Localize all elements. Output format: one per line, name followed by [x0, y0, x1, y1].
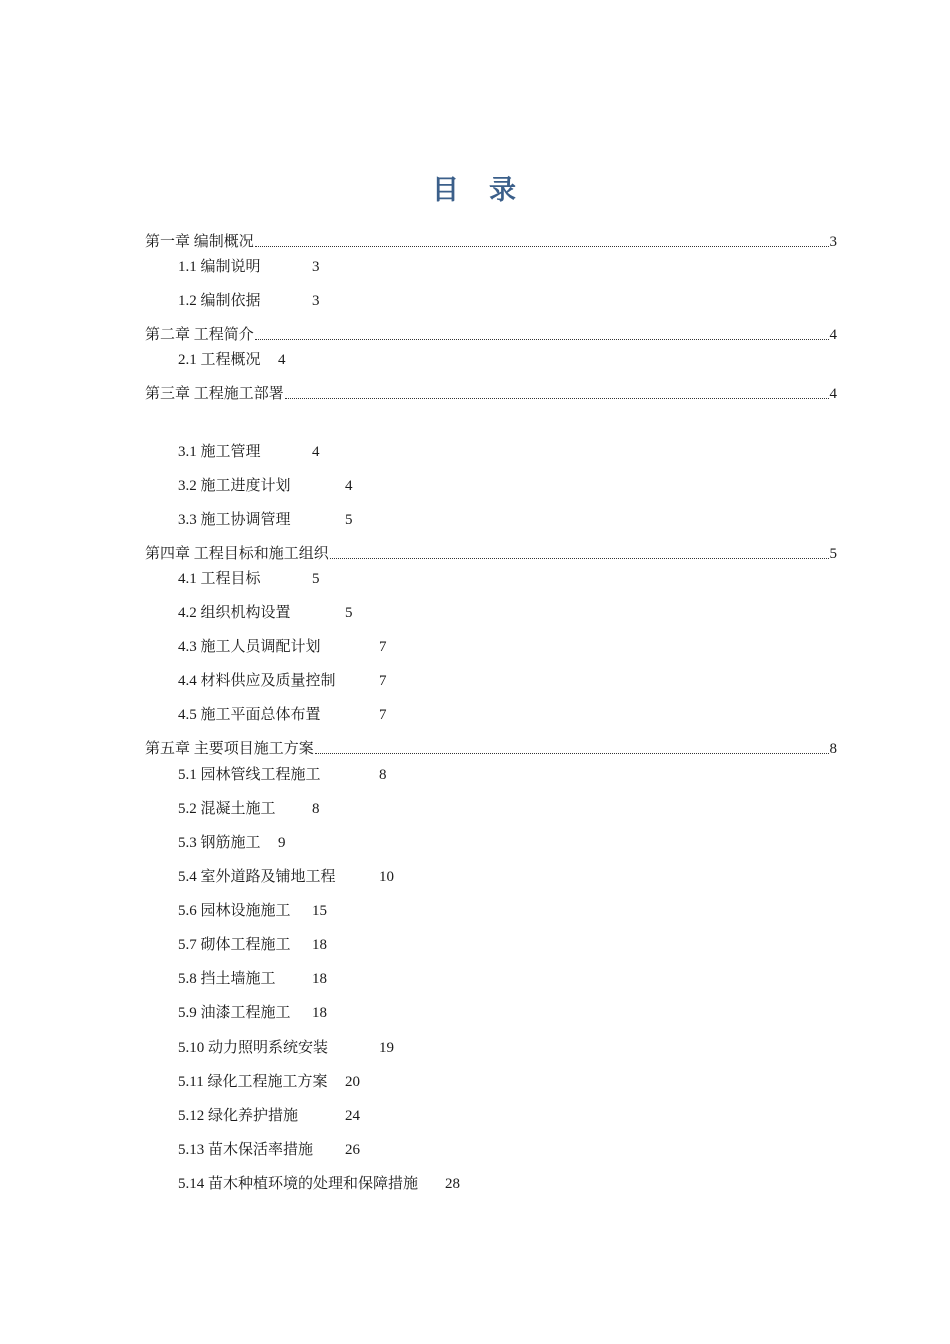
toc-title-part2: 录: [489, 175, 518, 206]
toc-entry-page-number: 5: [829, 546, 837, 562]
toc-section-entry[interactable]: [178, 867, 394, 887]
toc-entry-label: 第一章 编制概况: [145, 234, 254, 250]
toc-entry-label: 5.9 油漆工程施工: [178, 1005, 291, 1021]
toc-entry-page-number: 5: [345, 512, 353, 528]
toc-entry-label: 1.1 编制说明: [178, 259, 261, 275]
toc-entry-page-number: 18: [312, 1005, 327, 1021]
toc-entry-page-number: 8: [379, 767, 387, 783]
toc-section-entry[interactable]: [178, 705, 387, 725]
toc-entry-page-number: 28: [445, 1176, 460, 1192]
toc-entry-label: 5.10 动力照明系统安装: [178, 1040, 329, 1056]
toc-entry-page-number: 7: [379, 673, 387, 689]
toc-entry-label: 1.2 编制依据: [178, 293, 261, 309]
toc-section-entry[interactable]: [178, 901, 327, 921]
toc-section-entry[interactable]: [178, 1003, 327, 1023]
toc-entry-label: 5.11 绿化工程施工方案: [178, 1074, 328, 1090]
toc-entry-page-number: 7: [379, 707, 387, 723]
toc-section-entry[interactable]: [178, 291, 320, 311]
toc-entry-label: 4.4 材料供应及质量控制: [178, 673, 336, 689]
toc-section-entry[interactable]: [178, 1038, 394, 1058]
toc-entry-page-number: 7: [379, 639, 387, 655]
toc-title: [0, 168, 950, 207]
toc-title-part1: 目: [432, 175, 461, 206]
toc-section-entry[interactable]: [178, 969, 327, 989]
toc-entry-page-number: 10: [379, 869, 394, 885]
toc-entry-label: 4.1 工程目标: [178, 571, 261, 587]
toc-section-entry[interactable]: [178, 935, 327, 955]
toc-entry-page-number: 8: [829, 741, 837, 757]
toc-chapter-entry[interactable]: [145, 325, 837, 345]
toc-entry-page-number: 5: [312, 571, 320, 587]
toc-entry-label: 3.1 施工管理: [178, 444, 261, 460]
toc-entry-page-number: 4: [829, 386, 837, 402]
toc-entry-label: 3.3 施工协调管理: [178, 512, 291, 528]
toc-entry-label: 2.1 工程概况: [178, 352, 261, 368]
toc-entry-page-number: 4: [829, 327, 837, 343]
toc-chapter-entry[interactable]: [145, 544, 837, 564]
toc-entry-label: 5.6 园林设施施工: [178, 903, 291, 919]
toc-section-entry[interactable]: [178, 765, 387, 785]
toc-section-entry[interactable]: [178, 476, 353, 496]
toc-entry-label: 5.8 挡土墙施工: [178, 971, 276, 987]
toc-entry-label: 4.5 施工平面总体布置: [178, 707, 321, 723]
toc-entry-page-number: 3: [312, 259, 320, 275]
toc-entry-page-number: 4: [345, 478, 353, 494]
toc-dot-leader: [255, 338, 829, 340]
toc-entry-page-number: 3: [829, 234, 837, 250]
toc-entry-label: 第四章 工程目标和施工组织: [145, 546, 329, 562]
toc-entry-page-number: 18: [312, 971, 327, 987]
toc-entry-page-number: 15: [312, 903, 327, 919]
toc-entry-page-number: 4: [278, 352, 286, 368]
toc-entry-page-number: 18: [312, 937, 327, 953]
toc-entry-label: 5.7 砌体工程施工: [178, 937, 291, 953]
toc-entry-label: 第五章 主要项目施工方案: [145, 741, 314, 757]
toc-entry-label: 5.12 绿化养护措施: [178, 1108, 299, 1124]
toc-entry-page-number: 19: [379, 1040, 394, 1056]
toc-entry-page-number: 24: [345, 1108, 360, 1124]
toc-entry-label: 5.4 室外道路及铺地工程: [178, 869, 336, 885]
toc-entry-page-number: 5: [345, 605, 353, 621]
toc-dot-leader: [285, 397, 829, 399]
toc-chapter-entry[interactable]: [145, 739, 837, 759]
toc-section-entry[interactable]: [178, 257, 320, 277]
toc-entry-label: 5.1 园林管线工程施工: [178, 767, 321, 783]
toc-entry-page-number: 3: [312, 293, 320, 309]
toc-entry-page-number: 4: [312, 444, 320, 460]
toc-section-entry[interactable]: [178, 833, 286, 853]
toc-entry-page-number: 20: [345, 1074, 360, 1090]
toc-section-entry[interactable]: [178, 350, 286, 370]
toc-section-entry[interactable]: [178, 1174, 460, 1194]
toc-entry-label: 5.14 苗木种植环境的处理和保障措施: [178, 1176, 419, 1192]
toc-section-entry[interactable]: [178, 799, 320, 819]
toc-chapter-entry[interactable]: [145, 232, 837, 252]
toc-section-entry[interactable]: [178, 1072, 360, 1092]
toc-section-entry[interactable]: [178, 1140, 360, 1160]
toc-section-entry[interactable]: [178, 442, 320, 462]
toc-entry-label: 4.3 施工人员调配计划: [178, 639, 321, 655]
toc-chapter-entry[interactable]: [145, 384, 837, 404]
toc-entry-label: 5.2 混凝土施工: [178, 801, 276, 817]
toc-entry-label: 第三章 工程施工部署: [145, 386, 284, 402]
toc-entry-page-number: 26: [345, 1142, 360, 1158]
toc-entry-label: 第二章 工程简介: [145, 327, 254, 343]
toc-entry-page-number: 9: [278, 835, 286, 851]
toc-dot-leader: [315, 752, 829, 754]
toc-entry-label: 5.13 苗木保活率措施: [178, 1142, 314, 1158]
toc-entry-label: 3.2 施工进度计划: [178, 478, 291, 494]
toc-section-entry[interactable]: [178, 510, 353, 530]
toc-section-entry[interactable]: [178, 637, 387, 657]
toc-section-entry[interactable]: [178, 671, 387, 691]
toc-section-entry[interactable]: [178, 1106, 360, 1126]
toc-entry-label: 5.3 钢筋施工: [178, 835, 261, 851]
toc-dot-leader: [330, 557, 829, 559]
toc-dot-leader: [255, 245, 829, 247]
toc-entry-page-number: 8: [312, 801, 320, 817]
toc-entry-label: 4.2 组织机构设置: [178, 605, 291, 621]
toc-section-entry[interactable]: [178, 603, 353, 623]
toc-section-entry[interactable]: [178, 569, 320, 589]
